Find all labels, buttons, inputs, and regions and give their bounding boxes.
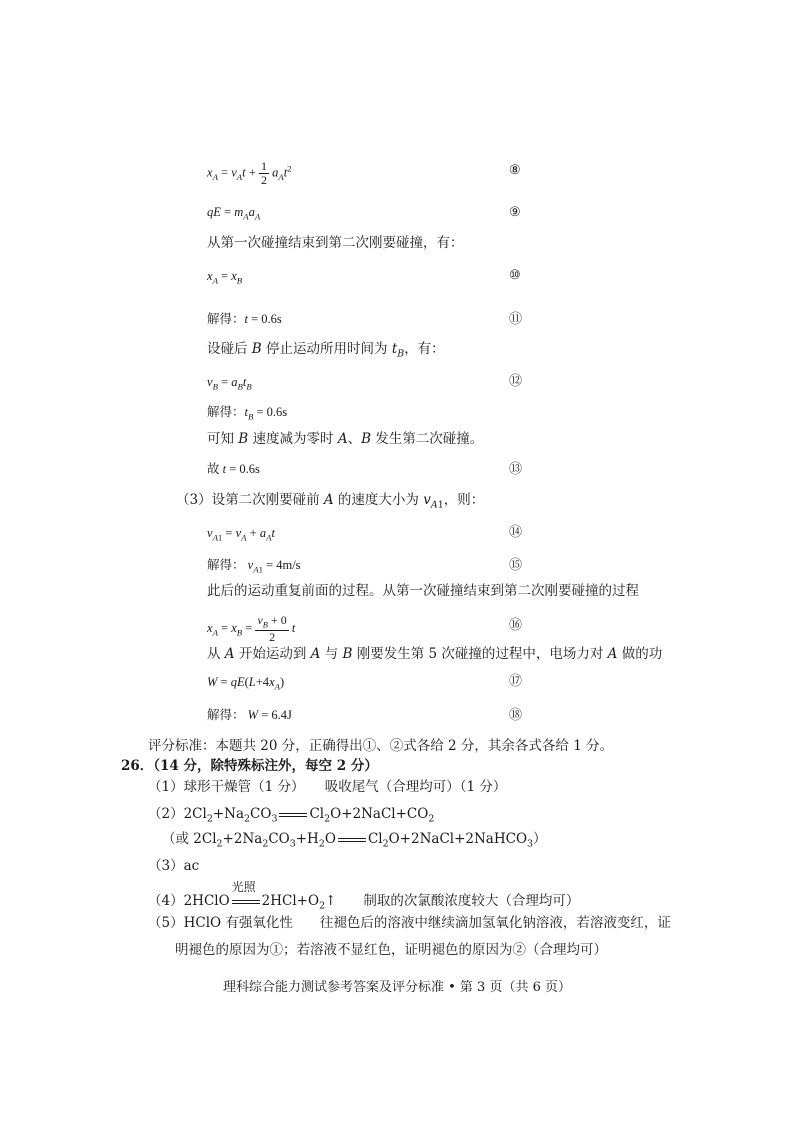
- marker-8: ⑧: [509, 163, 521, 178]
- equation-13: 故 t = 0.6s: [207, 462, 260, 476]
- equation-tb: 解得：$t_B = 0.6s$: [207, 405, 288, 422]
- marker-12: ⑫: [509, 374, 523, 389]
- text-line-9: 可知 B 速度减为零时 A、B 发生第二次碰撞。: [207, 431, 484, 447]
- question-26-heading: 26．（14 分，除特殊标注外，每空 2 分）: [121, 758, 378, 774]
- answer-5-cont: 明褪色的原因为①；若溶液不显红色，证明褪色的原因为②（合理均可）: [175, 942, 607, 958]
- equation-10: $x_A = x_B$: [207, 269, 243, 286]
- grading-note: 评分标准：本题共 20 分，正确得出①、②式各给 2 分，其余各式各给 1 分。: [148, 738, 614, 754]
- equation-16: $x_A = x_B$ = $\frac{v_B + 0}{2}$ t: [207, 613, 296, 644]
- text-line-11: （3）设第二次刚要碰前 A 的速度大小为 $v_{A1}$，则：: [176, 492, 485, 511]
- equation-11: 解得：t = 0.6s: [207, 312, 282, 326]
- equation-14: $v_{A1} = v_A + a_At$: [207, 526, 275, 543]
- marker-14: ⑭: [509, 525, 523, 540]
- answer-1: （1）球形干燥管（1 分） 吸收尾气（合理均可）（1 分）: [148, 779, 507, 795]
- answer-2: $(2)2Cl_2+Na_2CO_3$ $Cl_2O+2NaCl+CO_2$: [148, 806, 435, 825]
- marker-10: ⑩: [509, 268, 521, 283]
- equation-18: 解得： W = 6.4J: [207, 708, 292, 722]
- equation-17: $W = qE(L+4x_A)$: [207, 675, 285, 692]
- text-line-14: 此后的运动重复前面的过程。从第一次碰撞结束到第二次刚要碰撞的过程: [207, 583, 639, 599]
- answer-4: （4）2HClO 光照 $2HCl+O_2↑$ 制取的次氯酸浓度较大（合理均可）: [148, 880, 580, 912]
- page-footer: 理科综合能力测试参考答案及评分标准 • 第 3 页（共 6 页）: [222, 980, 571, 995]
- marker-11: ⑪: [509, 312, 523, 327]
- text-line-3: 从第一次碰撞结束到第二次刚要碰撞，有：: [207, 235, 464, 251]
- marker-13: ⑬: [509, 462, 523, 477]
- marker-15: ⑮: [509, 558, 523, 573]
- answer-5: （5）HClO 有强氧化性 往褪色后的溶液中继续滴加氢氧化钠溶液，若溶液变红，证: [148, 915, 671, 931]
- equation-9: qE = $m_Aa_A$: [207, 205, 261, 222]
- marker-18: ⑱: [509, 708, 523, 723]
- equation-8: $x_A = v_At$ + $\frac{1}{2}$ $a_At^2$: [207, 159, 292, 188]
- answer-2-alt: （或 $2Cl_2+2Na_2CO_3+H_2O$ $Cl_2O+2NaCl+2NaHCO_3$）: [162, 831, 547, 850]
- marker-16: ⑯: [509, 618, 523, 633]
- equation-15: 解得： $v_{A1} = 4m/s$: [207, 558, 301, 575]
- marker-17: ⑰: [509, 674, 523, 689]
- equation-12: $v_B = a_Bt_B$: [207, 375, 252, 392]
- marker-9: ⑨: [509, 205, 521, 220]
- light-condition-label: 光照: [231, 880, 256, 894]
- answer-3: （3）ac: [148, 858, 200, 874]
- text-line-6: 设碰后 B 停止运动所用时间为 $t_B$，有：: [207, 341, 445, 360]
- text-line-16: 从 A 开始运动到 A 与 B 刚要发生第 5 次碰撞的过程中，电场力对 A 做的功: [207, 646, 663, 662]
